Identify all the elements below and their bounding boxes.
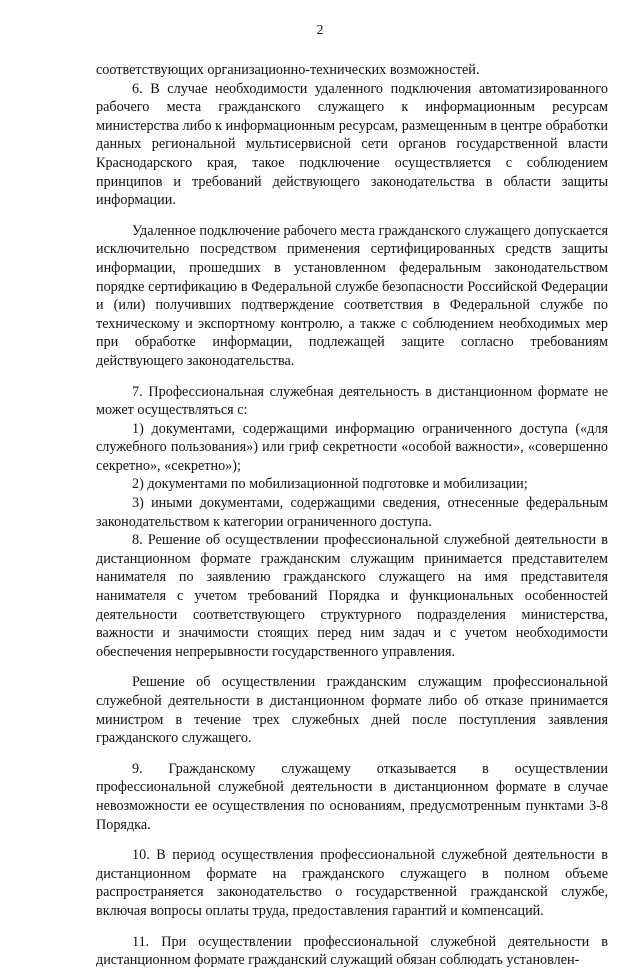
paragraph-spacer [96,834,608,846]
paragraph-spacer [96,921,608,933]
list-item-2: 2) документами по мобилизационной подготовке и мобилизации; [132,476,528,493]
paragraph-spacer [96,661,608,673]
paragraph-item-10: 10. В период осуществления профессиональной служебной деятельности в дистанционном формате на гражданского служащего в полном объеме распространяется законодательство о государственной гражданской службе, включая вопросы оплаты труда, предоставления гарантий и компенсаций. [96,847,608,919]
paragraph-remote-connection: Удаленное подключение рабочего места гражданского служащего допускается исключительно посредством применения сертифицированных средств защиты информации, прошедших в установленном федеральным законодательством порядке сертификацию в Федеральной службе безопасности Российской Федерации и (или) получивших подтверждение соответствия в Федеральной службе по техническому и экспортному контролю, а также с соблюдением необходимых мер при обработке информации, подлежащей защите согласно требованиям действующего законодательства. [96,222,608,369]
paragraph-decision: Решение об осуществлении гражданским служащим профессиональной служебной деятельности в дистанционном формате либо об отказе принимается министром в течение трех служебных дней после поступления заявления гражданского служащего. [96,674,608,747]
page-number: 2 [316,23,324,38]
paragraph-item-8: 8. Решение об осуществлении профессиональной служебной деятельности в дистанционном формате гражданским служащим принимается представителем нанимателя по заявлению гражданского служащего на имя представителя нанимателя с учетом требований Порядка и функциональных особенностей деятельности соответствующего структурного подразделения министерства, важности и значимости стоящих перед ним задач и с учетом необходимости обеспечения непрерывности государственного управления. [96,532,608,660]
list-item-3: 3) иными документами, содержащими сведения, отнесенные федеральным законодательством к категории ограниченного доступа. [96,495,608,530]
list-item-1: 1) документами, содержащими информацию ограниченного доступа («для служебного пользования») или гриф секретности «особой важности», «совершенно секретно», «секретно»); [96,420,608,474]
document-body [96,61,608,970]
paragraph-item-6: 6. В случае необходимости удаленного подключения автоматизированного рабочего места гражданского служащего к информационным ресурсам министерства либо к информационным ресурсам, размещенным в центре обработки данных региональной мультисервисной сети органов государственной власти Краснодарского края, такое подключение осуществляется с соблюдением принципов и требований действующего законодательства в области защиты информации. [96,80,608,209]
paragraph-spacer [96,748,608,760]
paragraph-spacer [96,210,608,222]
paragraph-spacer [96,371,608,383]
paragraph-item-9: 9. Гражданскому служащему отказывается в осуществлении профессиональной служебной деятельности в дистанционном формате в случае невозможности ее осуществления по основаниям, предусмотренным пунктами 3-8 Порядка. [96,760,608,833]
paragraph-item-7: 7. Профессиональная служебная деятельность в дистанционном формате не может осуществляться с: [96,383,608,419]
paragraph-item-11: 11. При осуществлении профессиональной служебной деятельности в дистанционном формате гражданский служащий обязан соблюдать установлен- [96,933,608,969]
paragraph-continuation: соответствующих организационно-технических возможностей. [96,62,480,78]
